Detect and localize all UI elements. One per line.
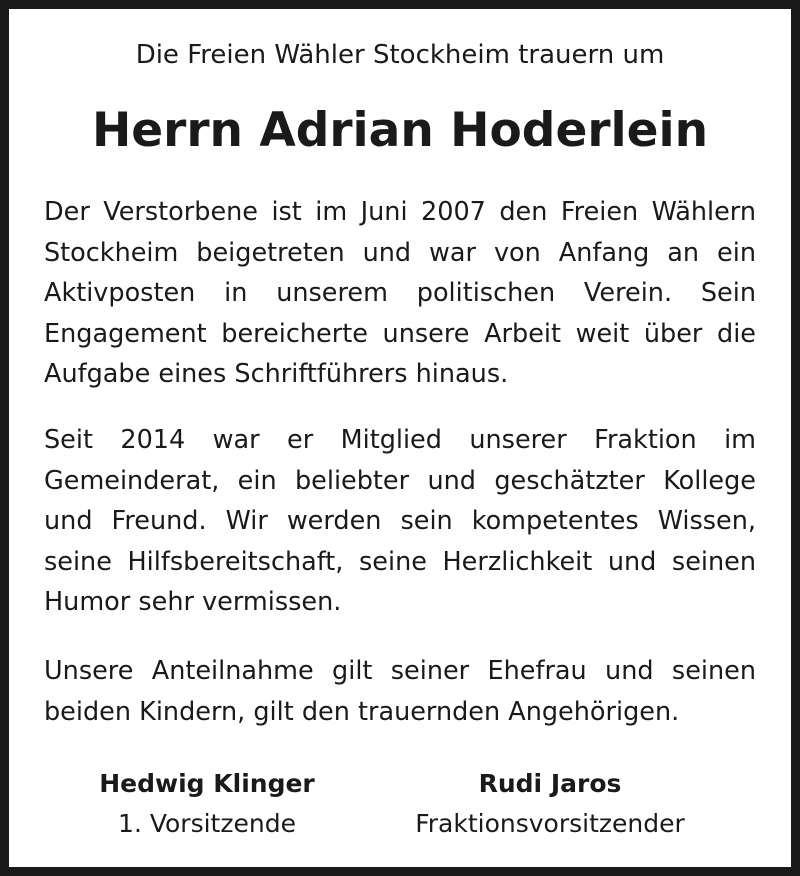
signatory-name: Hedwig Klinger (99, 769, 315, 798)
paragraph-condolence: Unsere Anteilnahme gilt seiner Ehefrau und seinen beiden Kindern, gilt den trauernden Angehörigen. (44, 656, 756, 727)
signatory-role: 1. Vorsitzende (118, 809, 296, 838)
signatory-name: Rudi Jaros (478, 769, 622, 798)
deceased-name: Herrn Adrian Hoderlein (91, 103, 709, 158)
signatory-chair (57, 764, 357, 844)
signatory-faction-chair (400, 764, 700, 844)
intro-line: Die Freien Wähler Stockheim trauern um (135, 40, 665, 70)
paragraph-membership: Der Verstorbene ist im Juni 2007 den Freien Wählern Stockheim beigetreten und war von Anfang an ein Aktivposten in unserem politischen Verein. Sein Engagement bereicherte unsere Arbeit weit über die Aufgabe eines Schriftführers hinaus. (44, 197, 756, 389)
signatory-role: Fraktionsvorsitzender (415, 809, 685, 838)
paragraph-council: Seit 2014 war er Mitglied unserer Fraktion im Gemeinderat, ein beliebter und geschätzter Kollege und Freund. Wir werden sein kompetentes Wissen, seine Hilfsbereitschaft, seine Herzlichkeit und seinen Humor sehr vermissen. (44, 425, 756, 617)
